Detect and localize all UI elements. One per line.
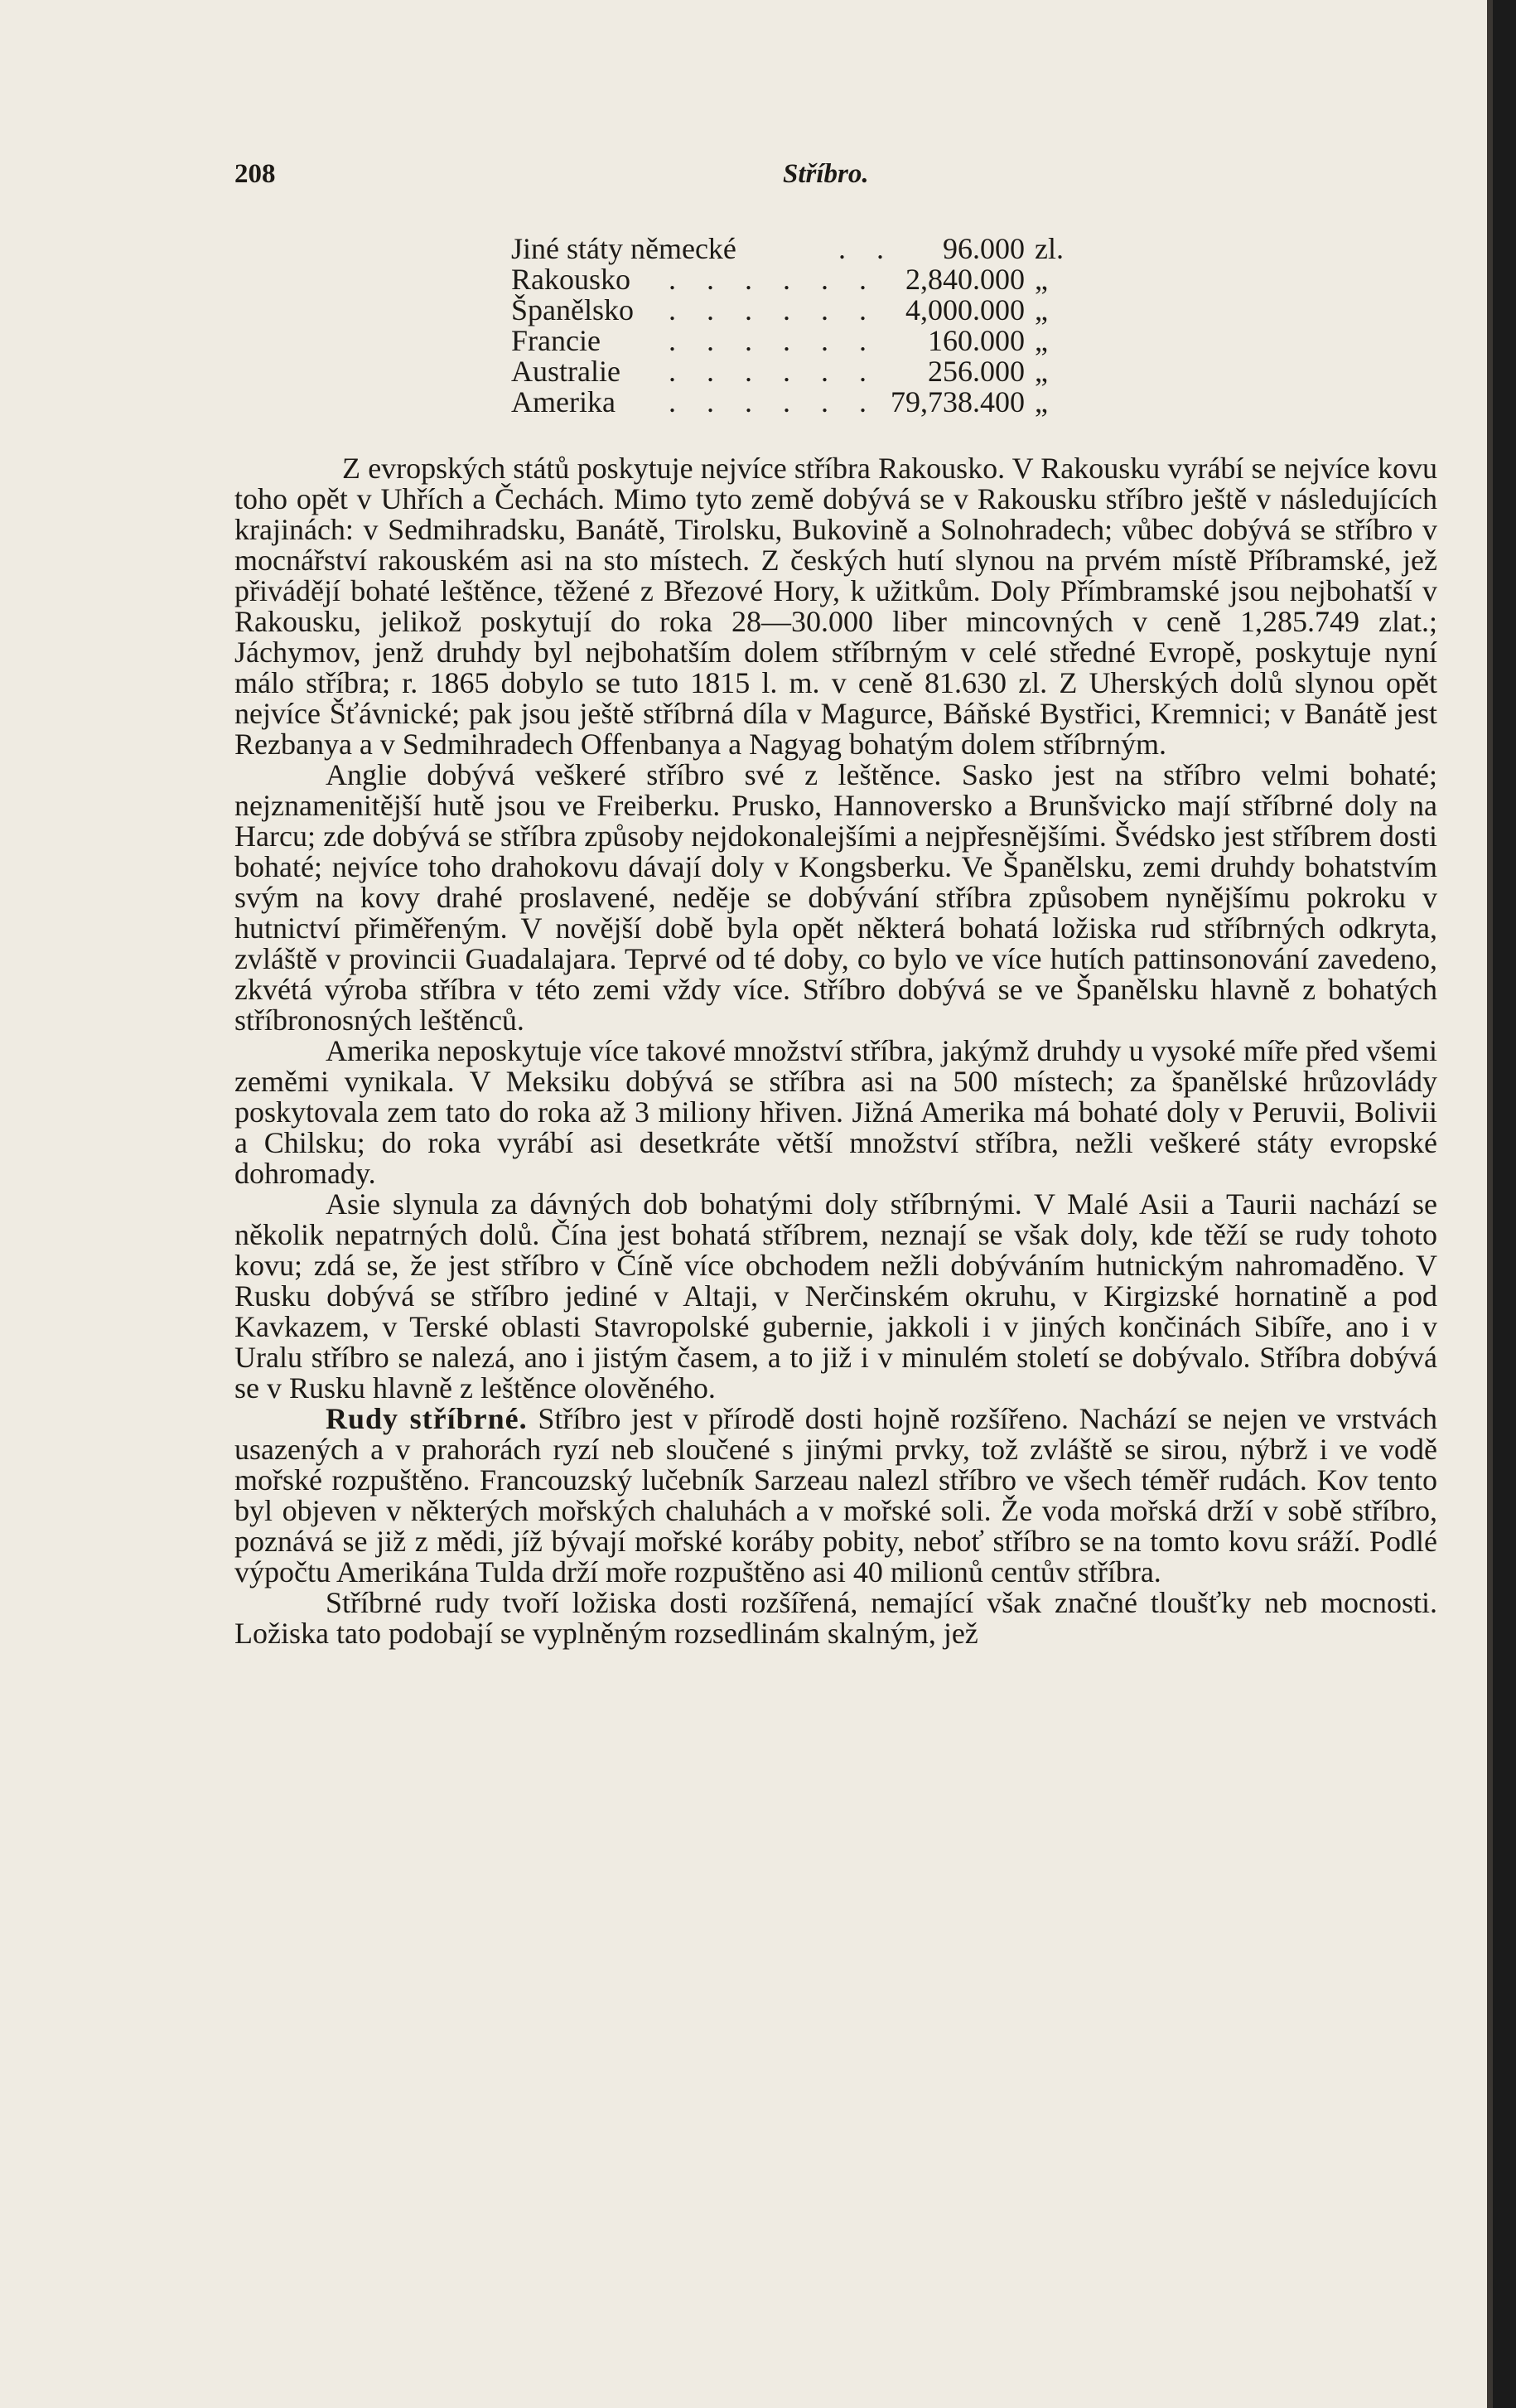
production-value: 256.000 [928, 355, 1025, 388]
production-value: 2,840.000 [905, 263, 1025, 296]
book-binding-edge [1487, 0, 1516, 2408]
country-name: Amerika [511, 385, 616, 418]
unit-label: „ [1035, 293, 1048, 326]
country-name: Jiné státy německé [511, 232, 736, 265]
table-row [511, 387, 1141, 418]
paragraph-asia: Asie slynula za dávných dob bohatými doly stříbrnými. V Malé Asii a Taurii nachází se několik nepatrných dolů. Čína jest bohatá stříbrem, neznají se však doly, kde těží se rudy tohoto kovu; zdá se, že jest stříbro v Číně více obchodem nežli dobýváním hutnickým nahromaděno. V Rusku dobývá se stříbro jediné v Altaji, v Nerčinském okruhu, v Kirgizské hornatině a pod Kavkazem, v Terské oblasti Stavropolské gubernie, jakkoli i v jiných končinách Sibíře, ano i v Uralu stříbro se nalezá, ano i jistým časem, a to již i v minulém století se dobývalo. Stříbra dobývá se v Rusku hlavně z leštěnce olověného. [234, 1187, 1437, 1405]
paragraph-silver-ores [234, 1404, 1437, 1588]
leader-dots: . . . . . . [669, 263, 878, 296]
table-row [511, 356, 1141, 387]
country-name: Španělsko [511, 293, 634, 326]
country-name: Rakousko [511, 263, 630, 296]
paragraph-ore-deposits: Stříbrné rudy tvoří ložiska dosti rozšířená, nemající však značné tloušťky neb mocnosti. Ložiska tato podobají se vyplněným rozsedlinám skalným, jež [234, 1586, 1437, 1650]
silver-production-table [511, 234, 1141, 418]
production-value: 96.000 [943, 232, 1025, 265]
leader-dots: . . . . . . [669, 385, 878, 418]
unit-label: „ [1035, 385, 1048, 418]
production-value: 160.000 [928, 324, 1025, 357]
paragraph-western-europe: Anglie dobývá veškeré stříbro své z leštěnce. Sasko jest na stříbro velmi bohaté; nejznamenitější hutě jsou ve Freiberku. Prusko, Hannoversko a Brunšvicko mají stříbrné doly na Harcu; zde dobývá se stříbra způsoby nejdokonalejšími a nejpřesnějšími. Švédsko jest stříbrem dosti bohaté; nejvíce toho drahokovu dávají doly v Kongsberku. Ve Španělsku, zemi druhdy bohatstvím svým na kovy drahé proslavené, neděje se dobývání stříbra způsobem nynějšímu pokroku v hutnictví přiměřeným. V novější době byla opět některá bohatá ložiska rud stříbrných odkryta, zvláště v provincii Guadalajara. Teprvé od té doby, co bylo ve více hutích pattinsonování zavedeno, zkvétá výroba stříbra v této zemi vždy více. Stříbro dobývá se ve Španělsku hlavně z bohatých stříbronosných leštěnců. [234, 758, 1437, 1037]
section-heading: Rudy stříbrné. [326, 1402, 528, 1435]
leader-dots: . . . . . . [669, 324, 878, 357]
page-number: 208 [234, 159, 276, 189]
table-row [511, 264, 1141, 295]
leader-dots: . . . . . . [669, 293, 878, 326]
production-value: 4,000.000 [905, 293, 1025, 326]
table-row [511, 326, 1141, 356]
table-row [511, 295, 1141, 326]
leader-dots: . . . . . . [669, 355, 878, 388]
country-name: Australie [511, 355, 620, 388]
unit-label: zl. [1035, 232, 1064, 265]
country-name: Francie [511, 324, 601, 357]
production-value: 79,738.400 [891, 385, 1025, 418]
unit-label: „ [1035, 263, 1048, 296]
unit-label: „ [1035, 324, 1048, 357]
paragraph-europe: Z evropských států poskytuje nejvíce stříbra Rakousko. V Rakousku vyrábí se nejvíce kovu toho opět v Uhřích a Čechách. Mimo tyto země dobývá se v Rakousku stříbro ještě v následujících krajinách: v Sedmihradsku, Banátě, Tirolsku, Bukovině a Solnohradech; vůbec dobývá se stříbro v mocnářství rakouském asi na sto místech. Z českých hutí slynou na prvém místě Příbramské, jež přivádějí bohaté leštěnce, těžené z Březové Hory, k užitkům. Doly Přímbramské jsou nejbohatší v Rakousku, jelikož poskytují do roka 28—30.000 liber mincovných v ceně 1,285.749 zlat.; Jáchymov, jenž druhdy byl nejbohatším dolem stříbrným v celé středné Evropě, poskytuje nyní málo stříbra; r. 1865 dobylo se tuto 1815 l. m. v ceně 81.630 zl. Z Uherských dolů slynou opět nejvíce Šťávnické; pak jsou ještě stříbrná díla v Magurce, Báňské Bystřici, Kremnici; v Banátě jest Rezbanya a v Sedmihradech Offenbanya a Nagyag bohatým dolem stříbrným. [234, 452, 1437, 761]
unit-label: „ [1035, 355, 1048, 388]
paragraph-silver-ores-text: Stříbro jest v přírodě dosti hojně rozšířeno. Nachází se nejen ve vrstvách usazených a v prahorách ryzí neb sloučené s jinými prvky, tož zvláště se sirou, nýbrž i ve vodě mořské rozpuštěno. Francouzský lučebník Sarzeau nalezl stříbro ve všech téměř rudách. Kov tento byl objeven v některých mořských chaluhách a v mořské soli. Že voda mořská drží v sobě stříbro, poznává se již z mědi, jíž bývají mořské koráby pobity, neboť stříbro se na tomto kovu sráží. Podlé výpočtu Amerikána Tulda drží moře rozpuštěno asi 40 milionů centův stříbra. [234, 1402, 1438, 1588]
table-row [511, 234, 1141, 264]
paragraph-america: Amerika neposkytuje více takové množství stříbra, jakýmž druhdy u vysoké míře před všemi zeměmi vynikala. V Meksiku dobývá se stříbra asi na 500 místech; za španělské hrůzovlády poskytovala zem tato do roka až 3 miliony hřiven. Jižná Amerika má bohaté doly v Peruvii, Bolivii a Chilsku; do roka vyrábí asi desetkráte větší množství stříbra, nežli veškeré státy evropské dohromady. [234, 1034, 1437, 1190]
body-text [234, 453, 1437, 1649]
running-title: Stříbro. [783, 159, 869, 189]
leader-dots: . . [838, 232, 896, 265]
